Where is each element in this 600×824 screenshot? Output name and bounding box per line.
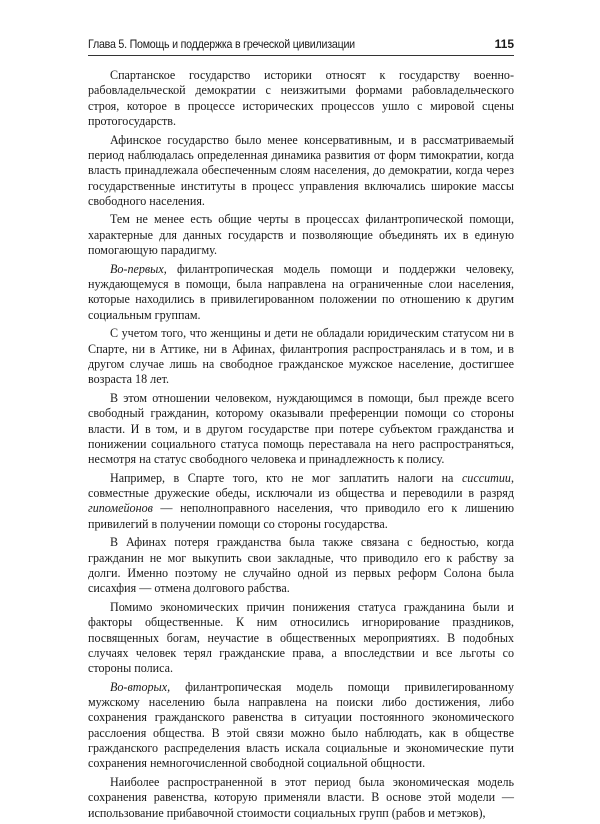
paragraph-text: филантропическая модель помощи привилегированному мужскому населению была направлена на поиски либо достижения, либо сохранения гражданского равенства в ситуации постоянного экономического расслоения общества. В этой связи можно было наблюдать, как в обществе гражданского распределения власть искала социальные и экономические пути сохранения немногочисленной свободной социальной общности. — [88, 679, 514, 771]
paragraph — [88, 680, 514, 772]
paragraph-lead: Во-вторых, — [110, 679, 171, 694]
paragraph: Тем не менее есть общие черты в процессах филантропической помощи, характерные для данных государств и позволяющие объединять их в единую помогающую парадигму. — [88, 212, 514, 258]
page-number: 115 — [494, 37, 514, 51]
paragraph-text: , совместные дружеские обеды, исключали из общества и переводили в разряд — [88, 470, 514, 501]
paragraph: Спартанское государство историки относят к государству военно-рабовладельческой демократии с неизжитыми формами рабовладельческого строя, которое в процессе исторических процессов ушло с мировой сцены протогосударств. — [88, 68, 514, 129]
paragraph — [88, 262, 514, 323]
paragraph: Помимо экономических причин понижения статуса гражданина были и факторы общественные. К ним относились игнорирование праздников, посвященных богам, неучастие в общественных мероприятиях. В подобных случаях человек терял гражданские права, а впоследствии и все льготы со стороны полиса. — [88, 599, 514, 676]
body-text — [88, 68, 514, 824]
paragraph-lead: Во-первых, — [110, 261, 167, 276]
paragraph-text: — неполноправного населения, что приводило его к лишению привилегий в получении помощи со стороны государства. — [88, 501, 514, 531]
paragraph: Наиболее распространенной в этот период была экономическая модель сохранения равенства, которую применяли власти. В основе этой модели —использование прибавочной стоимости социальных групп (рабов и метэков), — [88, 775, 514, 820]
paragraph: В Афинах потеря гражданства была также связана с бедностью, когда гражданин не мог выкупить свои закладные, что приводило его к рабству за долги. Именно поэтому не случайно одной из первых реформ Солона была сисахфия — отмена долгового рабства. — [88, 535, 514, 596]
term-syssitia: сисситии — [461, 470, 511, 485]
paragraph-text: филантропическая модель помощи и поддержки человеку, нуждающемуся в помощи, была направлена на ограниченные слои населения, которые находились в привилегированном положении по отношению к другим социальным группам. — [88, 261, 514, 322]
paragraph-text: Например, в Спарте того, кто не мог заплатить налоги на — [110, 470, 462, 485]
running-header — [88, 33, 514, 56]
paragraph: В этом отношении человеком, нуждающимся в помощи, был прежде всего свободный гражданин, которому оказывали преференции помощи со стороны власти. И в том, и в другом государстве при потере субъектом гражданства и понижении социального статуса помощь переставала на него распространяться, несмотря на статус свободного человека и принадлежность к полису. — [88, 390, 514, 467]
paragraph: С учетом того, что женщины и дети не обладали юридическим статусом ни в Спарте, ни в Аттике, ни в Афинах, филантропия распространялась и в том, и в другом случае лишь на свободное гражданское мужское население, достигшее возраста 18 лет. — [88, 326, 514, 387]
chapter-title: Глава 5. Помощь и поддержка в греческой цивилизации — [88, 38, 355, 51]
paragraph — [88, 471, 514, 532]
paragraph: Афинское государство было менее консервативным, и в рассматриваемый период наблюдалась определенная динамика развития от форм тимократии, когда власть принадлежала обеспеченным слоям населения, до демократии, когда через государственные институты в процесс управления включались широкие массы свободного населения. — [88, 132, 514, 208]
term-hypomeiones: гипомейонов — [88, 501, 153, 516]
